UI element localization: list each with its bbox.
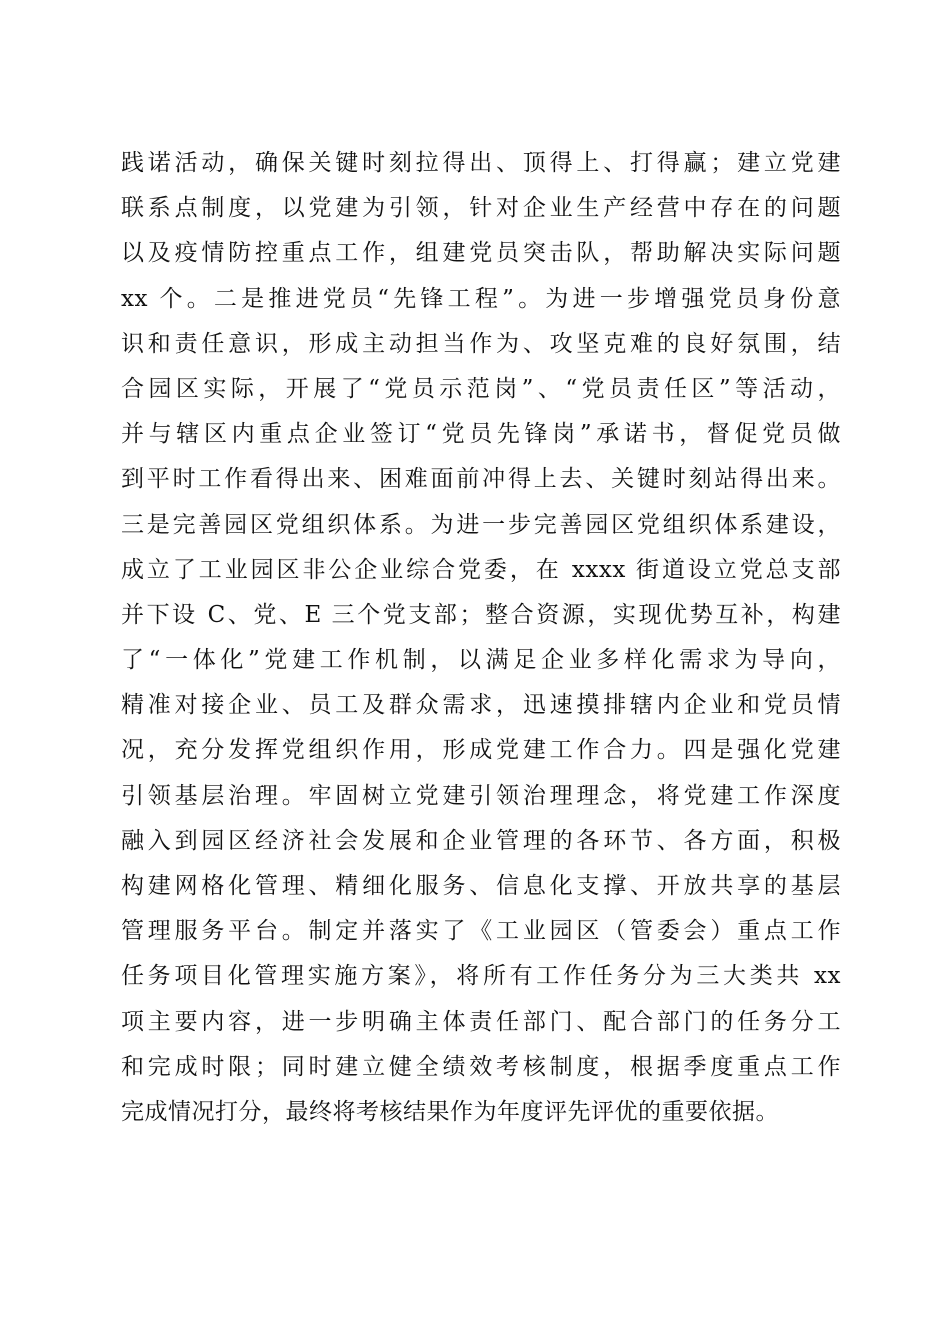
text-line: 识和责任意识，形成主动担当作为、攻坚克难的良好氛围，结	[121, 330, 841, 357]
text-line: 了“一体化”党建工作机制，以满足企业多样化需求为导向，	[121, 647, 841, 674]
text-line: 并与辖区内重点企业签订“党员先锋岗”承诺书，督促党员做	[121, 421, 841, 448]
text-line: 和完成时限；同时建立健全绩效考核制度，根据季度重点工作	[121, 1053, 841, 1080]
text-line: 成立了工业园区非公企业综合党委，在 xxxx 街道设立党总支部	[121, 556, 841, 583]
text-line: 项主要内容，进一步明确主体责任部门、配合部门的任务分工	[121, 1008, 841, 1035]
text-line: 三是完善园区党组织体系。为进一步完善园区党组织体系建设，	[121, 511, 841, 538]
text-line: 融入到园区经济社会发展和企业管理的各环节、各方面，积极	[121, 827, 841, 854]
body-paragraph	[121, 141, 841, 1135]
text-line: 精准对接企业、员工及群众需求，迅速摸排辖内企业和党员情	[121, 692, 841, 719]
text-line: 以及疫情防控重点工作，组建党员突击队，帮助解决实际问题	[121, 240, 841, 267]
text-line: 并下设 C、党、E 三个党支部；整合资源，实现优势互补，构建	[121, 601, 841, 628]
text-line: 践诺活动，确保关键时刻拉得出、顶得上、打得赢；建立党建	[121, 150, 841, 176]
text-line: 联系点制度，以党建为引领，针对企业生产经营中存在的问题	[121, 195, 841, 222]
text-line: 况，充分发挥党组织作用，形成党建工作合力。四是强化党建	[121, 737, 841, 764]
text-line: xx 个。二是推进党员“先锋工程”。为进一步增强党员身份意	[121, 285, 841, 312]
text-line: 到平时工作看得出来、困难面前冲得上去、关键时刻站得出来。	[121, 466, 841, 493]
text-line: 任务项目化管理实施方案》，将所有工作任务分为三大类共 xx	[121, 963, 841, 990]
text-line: 管理服务平台。制定并落实了《工业园区（管委会）重点工作	[121, 918, 841, 945]
text-line: 引领基层治理。牢固树立党建引领治理理念，将党建工作深度	[121, 782, 841, 809]
text-line: 构建网格化管理、精细化服务、信息化支撑、开放共享的基层	[121, 873, 841, 899]
text-line: 完成情况打分，最终将考核结果作为年度评先评优的重要依据。	[121, 1098, 779, 1125]
text-line: 合园区实际，开展了“党员示范岗”、“党员责任区”等活动，	[121, 375, 841, 402]
